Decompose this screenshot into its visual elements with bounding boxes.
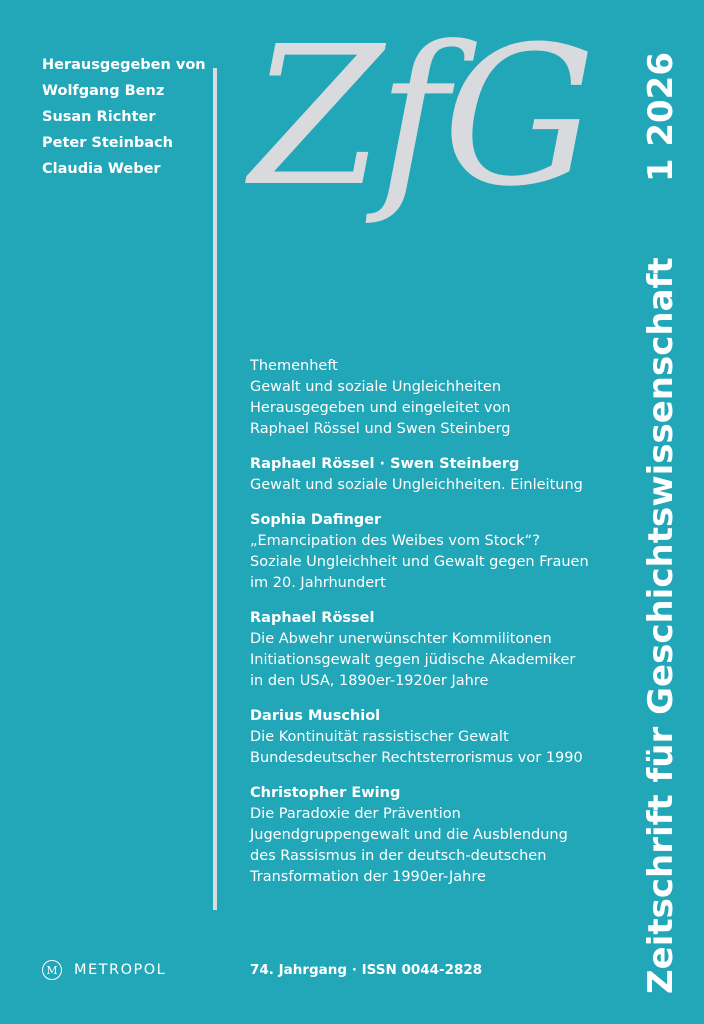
- publisher: [42, 960, 166, 980]
- article-title-line: Initiationsgewalt gegen jüdische Akademiker: [250, 652, 576, 668]
- article-title-line: Soziale Ungleichheit und Gewalt gegen Frauen: [250, 554, 589, 570]
- article-title-line: Die Abwehr unerwünschter Kommilitonen: [250, 631, 552, 647]
- theme-line: Themenheft: [250, 358, 338, 374]
- article-title-line: in den USA, 1890er-1920er Jahre: [250, 673, 489, 689]
- issue-number: 1 2026: [641, 52, 681, 183]
- article-title-line: Die Paradoxie der Prävention: [250, 806, 461, 822]
- article-title-line: Die Kontinuität rassistischer Gewalt: [250, 729, 509, 745]
- theme-line: Raphael Rössel und Swen Steinberg: [250, 421, 511, 437]
- article-title-line: Transformation der 1990er-Jahre: [250, 869, 486, 885]
- article-entry: [250, 783, 620, 888]
- article-author: Christopher Ewing: [250, 785, 401, 801]
- editor-name: Claudia Weber: [42, 161, 161, 177]
- article-entry: [250, 510, 620, 594]
- volume-issn: 74. Jahrgang · ISSN 0044-2828: [250, 962, 483, 978]
- theme-block: [250, 356, 620, 440]
- article-author: Raphael Rössel · Swen Steinberg: [250, 456, 520, 472]
- article-entry: [250, 608, 620, 692]
- article-author: Darius Muschiol: [250, 708, 381, 724]
- editors-heading: Herausgegeben von: [42, 57, 206, 73]
- publisher-logo-icon: M: [42, 960, 62, 980]
- editors-block: [42, 52, 206, 182]
- table-of-contents: [250, 356, 620, 902]
- editor-name: Wolfgang Benz: [42, 83, 165, 99]
- article-title-line: Gewalt und soziale Ungleichheiten. Einleitung: [250, 477, 583, 493]
- vertical-divider: [213, 68, 217, 910]
- theme-line: Herausgegeben und eingeleitet von: [250, 400, 511, 416]
- editor-name: Peter Steinbach: [42, 135, 174, 151]
- theme-line: Gewalt und soziale Ungleichheiten: [250, 379, 502, 395]
- article-title-line: des Rassismus in der deutsch-deutschen: [250, 848, 547, 864]
- editor-name: Susan Richter: [42, 109, 156, 125]
- journal-title: Zeitschrift für Geschichtswissenschaft: [641, 257, 681, 994]
- article-title-line: im 20. Jahrhundert: [250, 575, 386, 591]
- publisher-name: METROPOL: [74, 962, 167, 978]
- article-author: Raphael Rössel: [250, 610, 375, 626]
- article-entry: [250, 454, 620, 496]
- article-title-line: Bundesdeutscher Rechtsterrorismus vor 1990: [250, 750, 583, 766]
- journal-logo: ZfG: [250, 6, 590, 229]
- vertical-title-band: [638, 0, 684, 994]
- article-entry: [250, 706, 620, 769]
- article-title-line: „Emancipation des Weibes vom Stock“?: [250, 533, 540, 549]
- article-author: Sophia Dafinger: [250, 512, 382, 528]
- article-title-line: Jugendgruppengewalt und die Ausblendung: [250, 827, 568, 843]
